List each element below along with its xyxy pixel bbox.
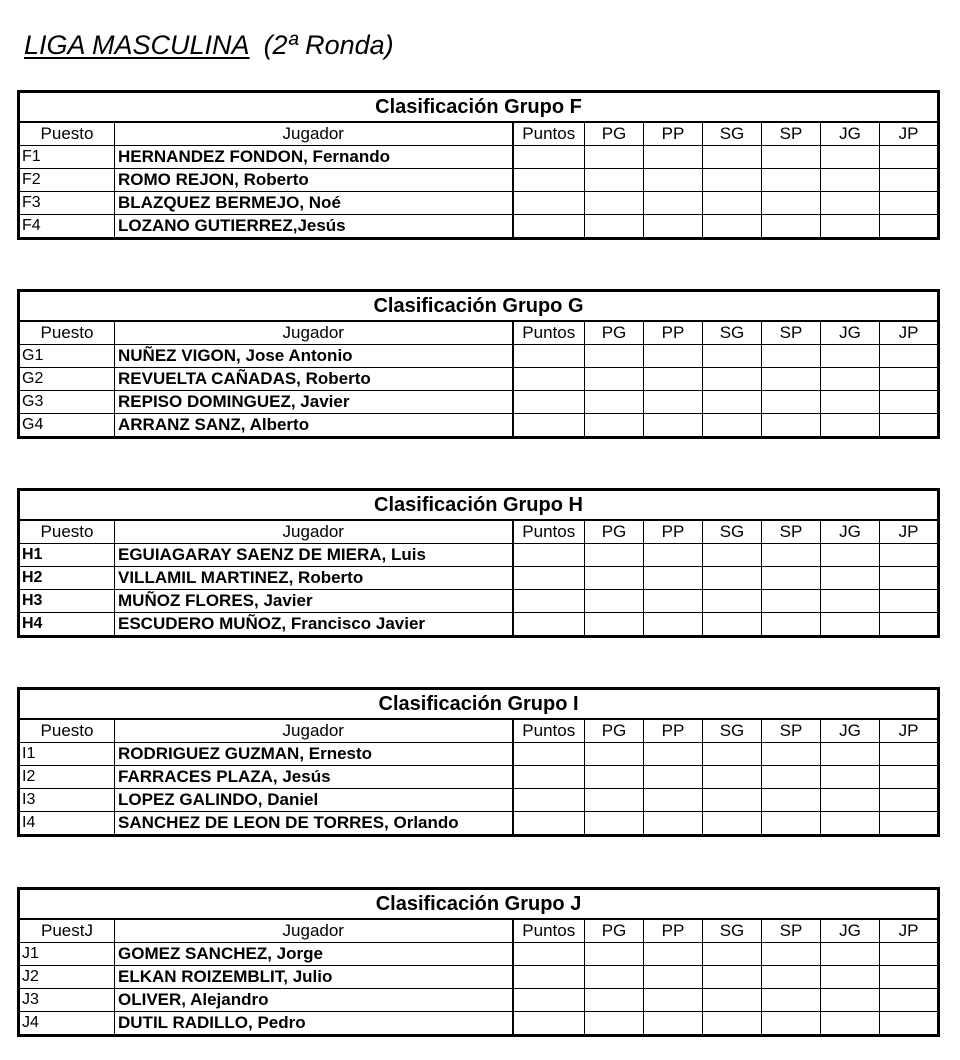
score-cell: [644, 146, 703, 169]
score-cell: [821, 391, 880, 414]
player-name-cell: ARRANZ SANZ, Alberto: [115, 414, 513, 438]
score-cell: [513, 544, 585, 567]
score-cell: [585, 345, 644, 368]
score-cell: [703, 613, 762, 637]
column-header: JG: [821, 719, 880, 743]
table-row: [19, 146, 939, 169]
score-cell: [880, 966, 939, 989]
header-row: [19, 719, 939, 743]
score-cell: [644, 567, 703, 590]
score-cell: [762, 215, 821, 239]
group-title: Clasificación Grupo H: [19, 490, 939, 521]
table-row: [19, 567, 939, 590]
score-cell: [880, 169, 939, 192]
score-cell: [821, 613, 880, 637]
score-cell: [821, 567, 880, 590]
header-row: [19, 321, 939, 345]
group-title-row: [19, 689, 939, 720]
group-title-row: [19, 490, 939, 521]
player-name-cell: BLAZQUEZ BERMEJO, Noé: [115, 192, 513, 215]
position-cell: F3: [19, 192, 115, 215]
score-cell: [703, 169, 762, 192]
position-cell: I2: [19, 766, 115, 789]
score-cell: [513, 414, 585, 438]
score-cell: [762, 544, 821, 567]
position-cell: I3: [19, 789, 115, 812]
player-name-cell: LOPEZ GALINDO, Daniel: [115, 789, 513, 812]
score-cell: [585, 368, 644, 391]
score-cell: [585, 613, 644, 637]
score-cell: [880, 391, 939, 414]
score-cell: [644, 544, 703, 567]
column-header: PP: [644, 321, 703, 345]
position-cell: I4: [19, 812, 115, 836]
column-header: JP: [880, 520, 939, 544]
score-cell: [513, 215, 585, 239]
player-name-cell: ESCUDERO MUÑOZ, Francisco Javier: [115, 613, 513, 637]
player-name-cell: NUÑEZ VIGON, Jose Antonio: [115, 345, 513, 368]
player-name-cell: ROMO REJON, Roberto: [115, 169, 513, 192]
player-name-cell: RODRIGUEZ GUZMAN, Ernesto: [115, 743, 513, 766]
score-cell: [585, 192, 644, 215]
score-cell: [703, 789, 762, 812]
score-cell: [513, 391, 585, 414]
score-cell: [644, 391, 703, 414]
score-cell: [762, 966, 821, 989]
player-name-cell: LOZANO GUTIERREZ,Jesús: [115, 215, 513, 239]
column-header: SP: [762, 919, 821, 943]
score-cell: [644, 590, 703, 613]
column-header: PP: [644, 122, 703, 146]
score-cell: [762, 590, 821, 613]
score-cell: [821, 146, 880, 169]
score-cell: [880, 146, 939, 169]
score-cell: [703, 590, 762, 613]
column-header: JG: [821, 520, 880, 544]
score-cell: [821, 215, 880, 239]
score-cell: [821, 812, 880, 836]
player-name-cell: OLIVER, Alejandro: [115, 989, 513, 1012]
score-cell: [585, 989, 644, 1012]
position-cell: J4: [19, 1012, 115, 1036]
position-cell: I1: [19, 743, 115, 766]
score-cell: [880, 789, 939, 812]
group-title: Clasificación Grupo G: [19, 291, 939, 322]
column-header: SP: [762, 520, 821, 544]
position-cell: H2: [19, 567, 115, 590]
score-cell: [644, 345, 703, 368]
player-name-cell: REVUELTA CAÑADAS, Roberto: [115, 368, 513, 391]
score-cell: [821, 414, 880, 438]
table-row: [19, 368, 939, 391]
table-row: [19, 943, 939, 966]
score-cell: [703, 391, 762, 414]
score-cell: [585, 812, 644, 836]
column-header: JG: [821, 919, 880, 943]
score-cell: [513, 368, 585, 391]
score-cell: [821, 989, 880, 1012]
table-row: [19, 590, 939, 613]
score-cell: [821, 943, 880, 966]
score-cell: [880, 1012, 939, 1036]
column-header: SG: [703, 520, 762, 544]
score-cell: [880, 989, 939, 1012]
score-cell: [585, 743, 644, 766]
player-name-cell: MUÑOZ FLORES, Javier: [115, 590, 513, 613]
score-cell: [762, 766, 821, 789]
score-cell: [703, 1012, 762, 1036]
position-cell: F4: [19, 215, 115, 239]
score-cell: [821, 743, 880, 766]
column-header: Puesto: [19, 719, 115, 743]
score-cell: [762, 192, 821, 215]
score-cell: [585, 766, 644, 789]
score-cell: [513, 766, 585, 789]
score-cell: [585, 567, 644, 590]
score-cell: [513, 789, 585, 812]
table-row: [19, 766, 939, 789]
column-header: SP: [762, 122, 821, 146]
score-cell: [644, 368, 703, 391]
group-table-f: [17, 90, 940, 240]
score-cell: [585, 414, 644, 438]
column-header: Puntos: [513, 520, 585, 544]
score-cell: [513, 812, 585, 836]
group-title-row: [19, 92, 939, 123]
page-title-main: LIGA MASCULINA: [24, 30, 250, 60]
score-cell: [644, 215, 703, 239]
column-header: SG: [703, 321, 762, 345]
page-title: [24, 30, 394, 61]
position-cell: J2: [19, 966, 115, 989]
score-cell: [762, 613, 821, 637]
column-header: JP: [880, 122, 939, 146]
position-cell: G3: [19, 391, 115, 414]
score-cell: [762, 812, 821, 836]
score-cell: [703, 966, 762, 989]
score-cell: [703, 812, 762, 836]
table-row: [19, 544, 939, 567]
score-cell: [821, 1012, 880, 1036]
group-title: Clasificación Grupo J: [19, 889, 939, 920]
score-cell: [880, 368, 939, 391]
score-cell: [703, 943, 762, 966]
column-header: JP: [880, 321, 939, 345]
table-row: [19, 613, 939, 637]
score-cell: [762, 567, 821, 590]
page-title-sub: (2ª Ronda): [263, 30, 394, 60]
score-cell: [513, 590, 585, 613]
score-cell: [644, 743, 703, 766]
header-row: [19, 122, 939, 146]
score-cell: [585, 789, 644, 812]
score-cell: [821, 789, 880, 812]
table-row: [19, 989, 939, 1012]
column-header: JP: [880, 919, 939, 943]
score-cell: [762, 989, 821, 1012]
score-cell: [513, 169, 585, 192]
column-header: Puntos: [513, 719, 585, 743]
column-header: PG: [585, 520, 644, 544]
score-cell: [821, 544, 880, 567]
table-row: [19, 391, 939, 414]
column-header: Puesto: [19, 520, 115, 544]
score-cell: [762, 345, 821, 368]
score-cell: [585, 544, 644, 567]
score-cell: [703, 567, 762, 590]
score-cell: [644, 169, 703, 192]
position-cell: H3: [19, 590, 115, 613]
table-row: [19, 169, 939, 192]
score-cell: [644, 613, 703, 637]
score-cell: [703, 368, 762, 391]
column-header: Puesto: [19, 321, 115, 345]
table-row: [19, 192, 939, 215]
column-header: Puntos: [513, 321, 585, 345]
position-cell: J3: [19, 989, 115, 1012]
score-cell: [762, 943, 821, 966]
column-header: SP: [762, 321, 821, 345]
player-name-cell: VILLAMIL MARTINEZ, Roberto: [115, 567, 513, 590]
column-header: Puesto: [19, 122, 115, 146]
column-header: SP: [762, 719, 821, 743]
score-cell: [513, 966, 585, 989]
score-cell: [644, 1012, 703, 1036]
position-cell: G4: [19, 414, 115, 438]
score-cell: [880, 215, 939, 239]
column-header: PG: [585, 321, 644, 345]
score-cell: [821, 590, 880, 613]
position-cell: H4: [19, 613, 115, 637]
score-cell: [513, 743, 585, 766]
column-header: Jugador: [115, 719, 513, 743]
score-cell: [703, 192, 762, 215]
score-cell: [821, 345, 880, 368]
group-title: Clasificación Grupo F: [19, 92, 939, 123]
score-cell: [703, 215, 762, 239]
table-row: [19, 789, 939, 812]
score-cell: [703, 544, 762, 567]
score-cell: [821, 966, 880, 989]
column-header: Puntos: [513, 122, 585, 146]
score-cell: [880, 414, 939, 438]
score-cell: [585, 391, 644, 414]
score-cell: [762, 169, 821, 192]
column-header: PuestJ: [19, 919, 115, 943]
score-cell: [880, 766, 939, 789]
score-cell: [762, 146, 821, 169]
score-cell: [880, 613, 939, 637]
column-header: PP: [644, 520, 703, 544]
score-cell: [880, 544, 939, 567]
score-cell: [513, 613, 585, 637]
score-cell: [644, 766, 703, 789]
group-table-g: [17, 289, 940, 439]
table-row: [19, 743, 939, 766]
score-cell: [762, 1012, 821, 1036]
player-name-cell: EGUIAGARAY SAENZ DE MIERA, Luis: [115, 544, 513, 567]
position-cell: G2: [19, 368, 115, 391]
score-cell: [585, 966, 644, 989]
column-header: PP: [644, 919, 703, 943]
column-header: SG: [703, 719, 762, 743]
header-row: [19, 520, 939, 544]
player-name-cell: ELKAN ROIZEMBLIT, Julio: [115, 966, 513, 989]
score-cell: [880, 812, 939, 836]
score-cell: [513, 943, 585, 966]
score-cell: [585, 215, 644, 239]
score-cell: [644, 789, 703, 812]
score-cell: [880, 943, 939, 966]
score-cell: [880, 345, 939, 368]
score-cell: [585, 943, 644, 966]
score-cell: [880, 590, 939, 613]
score-cell: [821, 368, 880, 391]
player-name-cell: REPISO DOMINGUEZ, Javier: [115, 391, 513, 414]
player-name-cell: DUTIL RADILLO, Pedro: [115, 1012, 513, 1036]
column-header: PG: [585, 719, 644, 743]
score-cell: [644, 414, 703, 438]
score-cell: [513, 989, 585, 1012]
score-cell: [585, 1012, 644, 1036]
score-cell: [703, 414, 762, 438]
header-row: [19, 919, 939, 943]
group-table-i: [17, 687, 940, 837]
score-cell: [703, 743, 762, 766]
score-cell: [644, 966, 703, 989]
column-header: SG: [703, 122, 762, 146]
score-cell: [762, 743, 821, 766]
score-cell: [703, 345, 762, 368]
score-cell: [513, 1012, 585, 1036]
position-cell: H1: [19, 544, 115, 567]
group-table-j: [17, 887, 940, 1037]
score-cell: [644, 943, 703, 966]
score-cell: [762, 414, 821, 438]
column-header: Jugador: [115, 321, 513, 345]
score-cell: [821, 192, 880, 215]
column-header: SG: [703, 919, 762, 943]
score-cell: [762, 368, 821, 391]
score-cell: [513, 146, 585, 169]
table-row: [19, 414, 939, 438]
score-cell: [762, 391, 821, 414]
column-header: JP: [880, 719, 939, 743]
column-header: Jugador: [115, 520, 513, 544]
table-row: [19, 345, 939, 368]
group-title-row: [19, 291, 939, 322]
column-header: Puntos: [513, 919, 585, 943]
player-name-cell: HERNANDEZ FONDON, Fernando: [115, 146, 513, 169]
score-cell: [513, 567, 585, 590]
score-cell: [880, 192, 939, 215]
position-cell: G1: [19, 345, 115, 368]
table-row: [19, 812, 939, 836]
score-cell: [513, 345, 585, 368]
score-cell: [703, 989, 762, 1012]
table-row: [19, 215, 939, 239]
table-row: [19, 966, 939, 989]
score-cell: [585, 590, 644, 613]
score-cell: [644, 989, 703, 1012]
group-title-row: [19, 889, 939, 920]
table-row: [19, 1012, 939, 1036]
score-cell: [703, 766, 762, 789]
score-cell: [880, 743, 939, 766]
player-name-cell: GOMEZ SANCHEZ, Jorge: [115, 943, 513, 966]
score-cell: [644, 192, 703, 215]
score-cell: [821, 766, 880, 789]
score-cell: [585, 169, 644, 192]
position-cell: F2: [19, 169, 115, 192]
column-header: PG: [585, 919, 644, 943]
column-header: PP: [644, 719, 703, 743]
column-header: PG: [585, 122, 644, 146]
player-name-cell: SANCHEZ DE LEON DE TORRES, Orlando: [115, 812, 513, 836]
column-header: JG: [821, 122, 880, 146]
player-name-cell: FARRACES PLAZA, Jesús: [115, 766, 513, 789]
score-cell: [762, 789, 821, 812]
group-title: Clasificación Grupo I: [19, 689, 939, 720]
score-cell: [644, 812, 703, 836]
column-header: JG: [821, 321, 880, 345]
position-cell: F1: [19, 146, 115, 169]
column-header: Jugador: [115, 919, 513, 943]
score-cell: [821, 169, 880, 192]
score-cell: [880, 567, 939, 590]
column-header: Jugador: [115, 122, 513, 146]
score-cell: [585, 146, 644, 169]
score-cell: [703, 146, 762, 169]
position-cell: J1: [19, 943, 115, 966]
score-cell: [513, 192, 585, 215]
group-table-h: [17, 488, 940, 638]
